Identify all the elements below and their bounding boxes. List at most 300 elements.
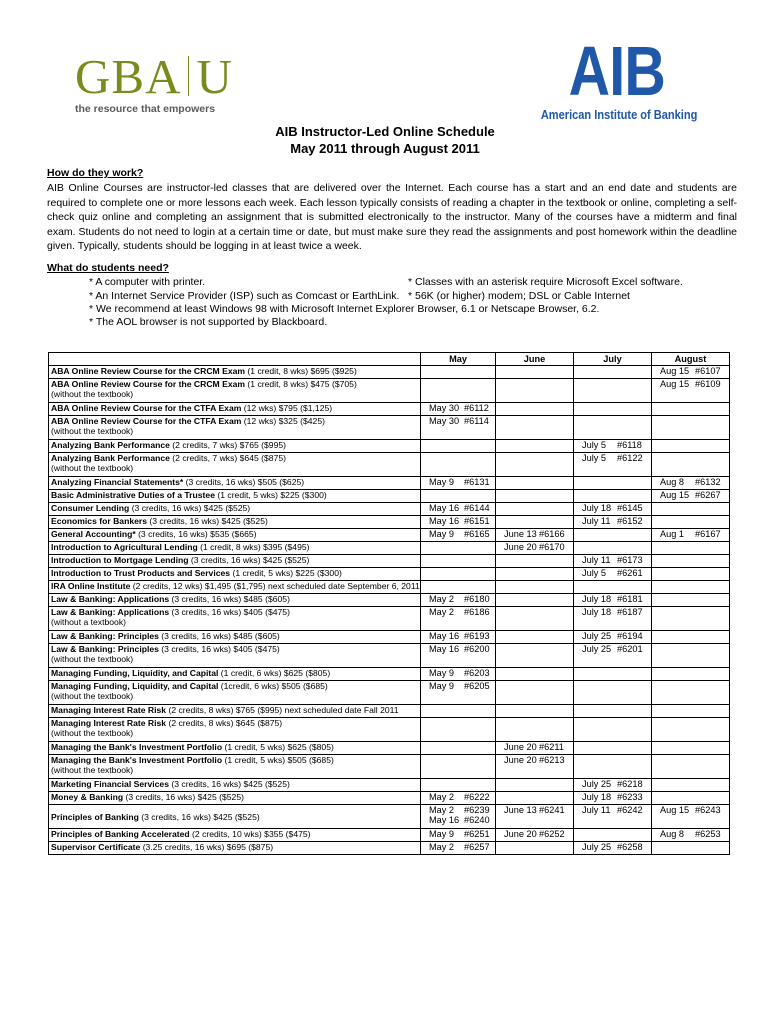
session-cell-june [496,477,574,490]
session-number: #6193 [464,631,490,641]
course-cell [49,555,421,568]
course-details: (2 credits, 8 wks) $645 ($875) [166,718,283,728]
session-cell-may [421,644,496,668]
session-cell-may [421,631,496,644]
session-cell-june [496,555,574,568]
table-row [49,718,730,742]
session-cell-may [421,529,496,542]
table-row [49,805,730,829]
course-details: (1 credit, 8 wks) $395 ($495) [197,542,310,552]
course-details: (1 credit, 6 wks) $625 ($805) [218,668,331,678]
session-number: #6131 [464,477,490,487]
session-cell-july [574,681,652,705]
session-date: Aug 15 [660,490,690,500]
course-name: Principles of Banking [51,811,139,822]
course-name: Introduction to Mortgage Lending [51,555,189,565]
session-date: July 18 [582,503,612,513]
session-date: July 5 [582,453,607,463]
session-date: Aug 15 [660,366,690,376]
session-cell-aug [652,568,730,581]
session-cell-may [421,379,496,403]
session-date: July 11 [582,516,611,526]
session-cell-may [421,516,496,529]
session-number: #6114 [464,416,489,426]
session-cell-may [421,542,496,555]
table-row [49,379,730,403]
course-details: (3.25 credits, 16 wks) $695 ($875) [140,842,274,852]
session-number: #6170 [539,542,565,552]
session-entry [576,792,649,802]
session-cell-july [574,490,652,503]
table-row [49,792,730,805]
course-details: (3 credits, 16 wks) $405 ($475) [169,607,290,617]
course-cell [49,403,421,416]
session-date: May 16 [429,644,460,654]
course-details: (12 wks) $325 ($425) [241,416,325,426]
session-cell-june [496,594,574,607]
table-row [49,705,730,718]
session-cell-july [574,594,652,607]
course-details: (2 credits, 8 wks) $765 ($995) next scheduled date Fall 2011 [166,705,399,715]
session-cell-aug [652,594,730,607]
table-row [49,742,730,755]
course-name: Analyzing Bank Performance [51,440,170,450]
course-name: Marketing Financial Services [51,779,169,789]
month-header: July [574,353,652,366]
month-header: June [496,353,574,366]
session-date: June 20 [504,542,537,552]
session-date: May 9 [429,668,455,678]
course-cell [49,440,421,453]
session-number: #6261 [617,568,643,578]
session-cell-july [574,805,652,829]
table-row [49,416,730,440]
session-number: #6144 [464,503,490,513]
course-cell [49,516,421,529]
session-number: #6233 [617,792,643,802]
table-row [49,366,730,379]
session-date: May 2 [429,805,455,815]
session-cell-may [421,568,496,581]
month-header: May [421,353,496,366]
session-cell-june [496,718,574,742]
course-note: (without the textbook) [51,765,134,775]
course-name: Introduction to Agricultural Lending [51,542,198,552]
table-row [49,529,730,542]
session-date: Aug 15 [660,805,690,815]
course-details: (3 credits, 16 wks) $425 ($525) [123,792,244,802]
session-cell-july [574,477,652,490]
session-date: May 9 [429,681,455,691]
course-details: (2 credits, 10 wks) $355 ($475) [189,829,311,839]
session-number: #6200 [464,644,490,654]
session-number: #6252 [539,829,565,839]
course-note: (without the textbook) [51,728,134,738]
session-date: May 16 [429,516,460,526]
course-cell [49,842,421,855]
aib-logo-mark: AIB [568,32,666,110]
course-cell [49,644,421,668]
course-name: Consumer Lending [51,503,130,513]
table-row [49,631,730,644]
session-entry [423,594,493,604]
course-cell [49,607,421,631]
course-details: (1 credit, 8 wks) $695 ($925) [245,366,357,376]
session-date: July 11 [582,805,611,815]
course-cell [49,529,421,542]
session-entry [576,644,649,654]
course-details: (3 credits, 16 wks) $425 ($525) [188,555,310,565]
session-cell-aug [652,829,730,842]
session-cell-june [496,403,574,416]
session-date: May 16 [429,631,460,641]
session-cell-july [574,631,652,644]
session-entry [576,805,649,815]
session-cell-june [496,440,574,453]
session-cell-june [496,705,574,718]
session-cell-june [496,529,574,542]
session-entry [654,366,727,376]
session-date: July 5 [582,440,607,450]
page-subtitle: May 2011 through August 2011 [290,141,480,156]
course-cell [49,581,421,594]
course-cell [49,477,421,490]
session-entry [498,542,571,552]
session-cell-aug [652,529,730,542]
session-entry [423,477,493,487]
session-date: May 16 [429,503,460,513]
session-entry [576,631,649,641]
table-row [49,594,730,607]
session-entry [423,815,493,825]
table-row [49,568,730,581]
gba-logo-right: U [196,49,233,104]
course-name: Managing Funding, Liquidity, and Capital [51,668,219,678]
session-date: July 25 [582,779,612,789]
session-cell-june [496,755,574,779]
course-name: Managing the Bank's Investment Portfolio [51,755,223,765]
session-cell-june [496,779,574,792]
session-number: #6222 [464,792,490,802]
session-entry [423,631,493,641]
session-entry [423,805,493,815]
course-name: Economics for Bankers [51,516,147,526]
session-cell-june [496,581,574,594]
table-row [49,607,730,631]
session-cell-june [496,503,574,516]
session-date: May 2 [429,607,455,617]
session-cell-may [421,477,496,490]
session-number: #6151 [464,516,490,526]
session-entry [654,490,727,500]
course-details: (12 wks) $795 ($1,125) [241,403,333,413]
session-cell-july [574,742,652,755]
session-number: #6218 [617,779,643,789]
session-cell-may [421,842,496,855]
session-number: #6132 [695,477,721,487]
session-cell-aug [652,477,730,490]
session-entry [576,779,649,789]
session-cell-may [421,779,496,792]
session-cell-july [574,416,652,440]
gba-logo-left: GBA [75,49,182,104]
session-date: May 30 [429,416,460,426]
course-details: (3 credits, 16 wks) $485 ($605) [158,631,280,641]
session-entry [423,416,493,426]
session-cell-july [574,555,652,568]
session-number: #6145 [617,503,643,513]
session-cell-june [496,805,574,829]
course-cell [49,829,421,842]
course-details: (3 credits, 16 wks) $425 ($525) [129,503,251,513]
course-cell [49,366,421,379]
session-entry [423,681,493,691]
session-date: May 2 [429,842,455,852]
session-number: #6173 [617,555,643,565]
session-cell-may [421,403,496,416]
aib-logo-name: American Institute of Banking [540,107,698,122]
session-cell-july [574,503,652,516]
session-entry [654,477,727,487]
table-row [49,453,730,477]
session-entry [498,805,571,815]
course-name: Principles of Banking Accelerated [51,829,190,839]
session-date: Aug 8 [660,829,685,839]
session-cell-aug [652,681,730,705]
session-cell-aug [652,555,730,568]
session-cell-aug [652,755,730,779]
session-number: #6267 [695,490,721,500]
session-date: June 20 [504,755,537,765]
course-details: (3 credits, 16 wks) $535 ($665) [135,529,257,539]
session-number: #6167 [695,529,721,539]
need-item: * Classes with an asterisk require Microsoft Excel software. [408,276,683,288]
session-cell-july [574,453,652,477]
course-cell [49,503,421,516]
session-cell-june [496,490,574,503]
session-entry [654,379,727,389]
how-heading: How do they work? [47,167,144,179]
course-details: (1 credit, 8 wks) $475 ($705) [245,379,357,389]
course-name: Introduction to Trust Products and Services [51,568,231,578]
session-cell-aug [652,668,730,681]
session-cell-july [574,644,652,668]
session-cell-july [574,842,652,855]
session-cell-aug [652,542,730,555]
course-cell [49,792,421,805]
table-row [49,555,730,568]
session-cell-may [421,490,496,503]
session-cell-may [421,792,496,805]
session-cell-aug [652,718,730,742]
session-number: #6240 [464,815,490,825]
table-row [49,829,730,842]
course-details: (1credit, 6 wks) $505 ($685) [218,681,328,691]
session-cell-june [496,842,574,855]
session-cell-may [421,681,496,705]
session-cell-may [421,366,496,379]
session-cell-june [496,681,574,705]
session-date: July 11 [582,555,611,565]
course-name: ABA Online Review Course for the CTFA Exam [51,416,242,426]
course-name: Money & Banking [51,792,124,802]
table-row [49,440,730,453]
session-entry [576,516,649,526]
course-cell [49,742,421,755]
session-cell-july [574,440,652,453]
session-cell-may [421,581,496,594]
session-number: #6180 [464,594,490,604]
session-date: May 2 [429,792,455,802]
session-cell-june [496,829,574,842]
session-entry [654,829,727,839]
need-item: * The AOL browser is not supported by Blackboard. [89,316,328,328]
session-date: July 25 [582,644,612,654]
session-number: #6165 [464,529,490,539]
course-cell [49,631,421,644]
session-cell-june [496,516,574,529]
course-name: Basic Administrative Duties of a Trustee [51,490,215,500]
session-cell-aug [652,742,730,755]
course-cell [49,594,421,607]
session-cell-june [496,366,574,379]
session-date: May 9 [429,829,455,839]
course-details: (1 credit, 5 wks) $225 ($300) [230,568,342,578]
session-entry [576,440,649,450]
session-cell-july [574,403,652,416]
session-date: June 13 [504,529,537,539]
course-name: ABA Online Review Course for the CRCM Exam [51,366,246,376]
session-cell-july [574,379,652,403]
session-cell-may [421,594,496,607]
session-entry [423,503,493,513]
gba-tagline: the resource that empowers [75,103,216,115]
session-date: June 13 [504,805,537,815]
session-date: Aug 15 [660,379,690,389]
session-number: #6251 [464,829,490,839]
table-row [49,490,730,503]
session-cell-july [574,607,652,631]
course-cell [49,542,421,555]
session-entry [498,742,571,752]
session-number: #6239 [464,805,490,815]
session-cell-aug [652,631,730,644]
session-cell-july [574,568,652,581]
course-note: (without a textbook) [51,617,126,627]
session-entry [576,607,649,617]
course-name: IRA Online Institute [51,581,131,591]
session-cell-may [421,453,496,477]
session-number: #6253 [695,829,721,839]
session-cell-aug [652,644,730,668]
table-header-row [49,353,730,366]
table-row [49,503,730,516]
session-cell-aug [652,842,730,855]
session-cell-aug [652,416,730,440]
session-entry [498,829,571,839]
session-entry [654,805,727,815]
session-cell-june [496,742,574,755]
course-details: (3 credits, 16 wks) $425 ($525) [138,811,260,822]
session-date: July 25 [582,631,612,641]
session-cell-may [421,607,496,631]
session-date: May 9 [429,477,455,487]
table-row [49,644,730,668]
session-date: June 20 [504,742,537,752]
session-cell-may [421,416,496,440]
course-cell [49,705,421,718]
table-row [49,779,730,792]
session-entry [423,403,493,413]
course-name: Law & Banking: Applications [51,607,170,617]
course-details: (3 credits, 16 wks) $485 ($605) [169,594,290,604]
session-entry [498,529,571,539]
session-cell-aug [652,503,730,516]
session-cell-june [496,416,574,440]
session-number: #6201 [617,644,643,654]
session-date: July 18 [582,594,612,604]
aib-logo [527,32,707,124]
session-cell-june [496,644,574,668]
table-row [49,581,730,594]
course-cell [49,805,421,829]
gba-u-logo [75,49,275,122]
session-date: Aug 8 [660,477,685,487]
session-cell-aug [652,366,730,379]
session-cell-aug [652,581,730,594]
session-date: June 20 [504,829,537,839]
course-name: Supervisor Certificate [51,842,141,852]
session-cell-aug [652,403,730,416]
course-name: Law & Banking: Principles [51,644,159,654]
session-cell-june [496,607,574,631]
session-number: #6203 [464,668,490,678]
need-item: * We recommend at least Windows 98 with Microsoft Internet Explorer Browser, 6.1 or Netscape Browser, 6.2. [89,303,600,315]
session-date: July 25 [582,842,612,852]
session-cell-july [574,755,652,779]
session-cell-aug [652,607,730,631]
session-number: #6242 [617,805,643,815]
session-entry [423,529,493,539]
session-cell-aug [652,792,730,805]
session-entry [423,829,493,839]
course-cell [49,668,421,681]
table-row [49,403,730,416]
page-title: AIB Instructor-Led Online Schedule [275,124,495,139]
session-cell-may [421,705,496,718]
session-date: May 30 [429,403,460,413]
session-cell-july [574,705,652,718]
session-number: #6257 [464,842,490,852]
course-details: (1 credit, 5 wks) $225 ($300) [214,490,327,500]
session-cell-may [421,718,496,742]
course-details: (3 credits, 16 wks) $425 ($525) [168,779,290,789]
session-cell-july [574,792,652,805]
session-date: July 5 [582,568,607,578]
course-details: (2 credits, 7 wks) $645 ($875) [169,453,286,463]
session-cell-may [421,440,496,453]
need-item: * A computer with printer. [89,276,206,288]
how-paragraph: AIB Online Courses are instructor-led classes that are delivered over the Internet. Each course has a start and an end date and students are required to complete one or more lessons each week. Each lesson typically consists of reading a chapter in the textbook or online, completing a self-check quiz online and completing an assignment that is submitted electronically to the instructor. Many of the courses have a midterm and final exam. Students do not need to login at a certain time or date, but must make sure they read the assignments and post homework within the deadline given. Typically, students should be logging in at least twice a week. [47,182,737,252]
session-number: #6241 [539,805,565,815]
session-cell-july [574,668,652,681]
session-cell-aug [652,379,730,403]
schedule-table [48,352,730,855]
session-entry [654,529,727,539]
table-row [49,681,730,705]
session-date: July 18 [582,792,612,802]
session-cell-aug [652,453,730,477]
